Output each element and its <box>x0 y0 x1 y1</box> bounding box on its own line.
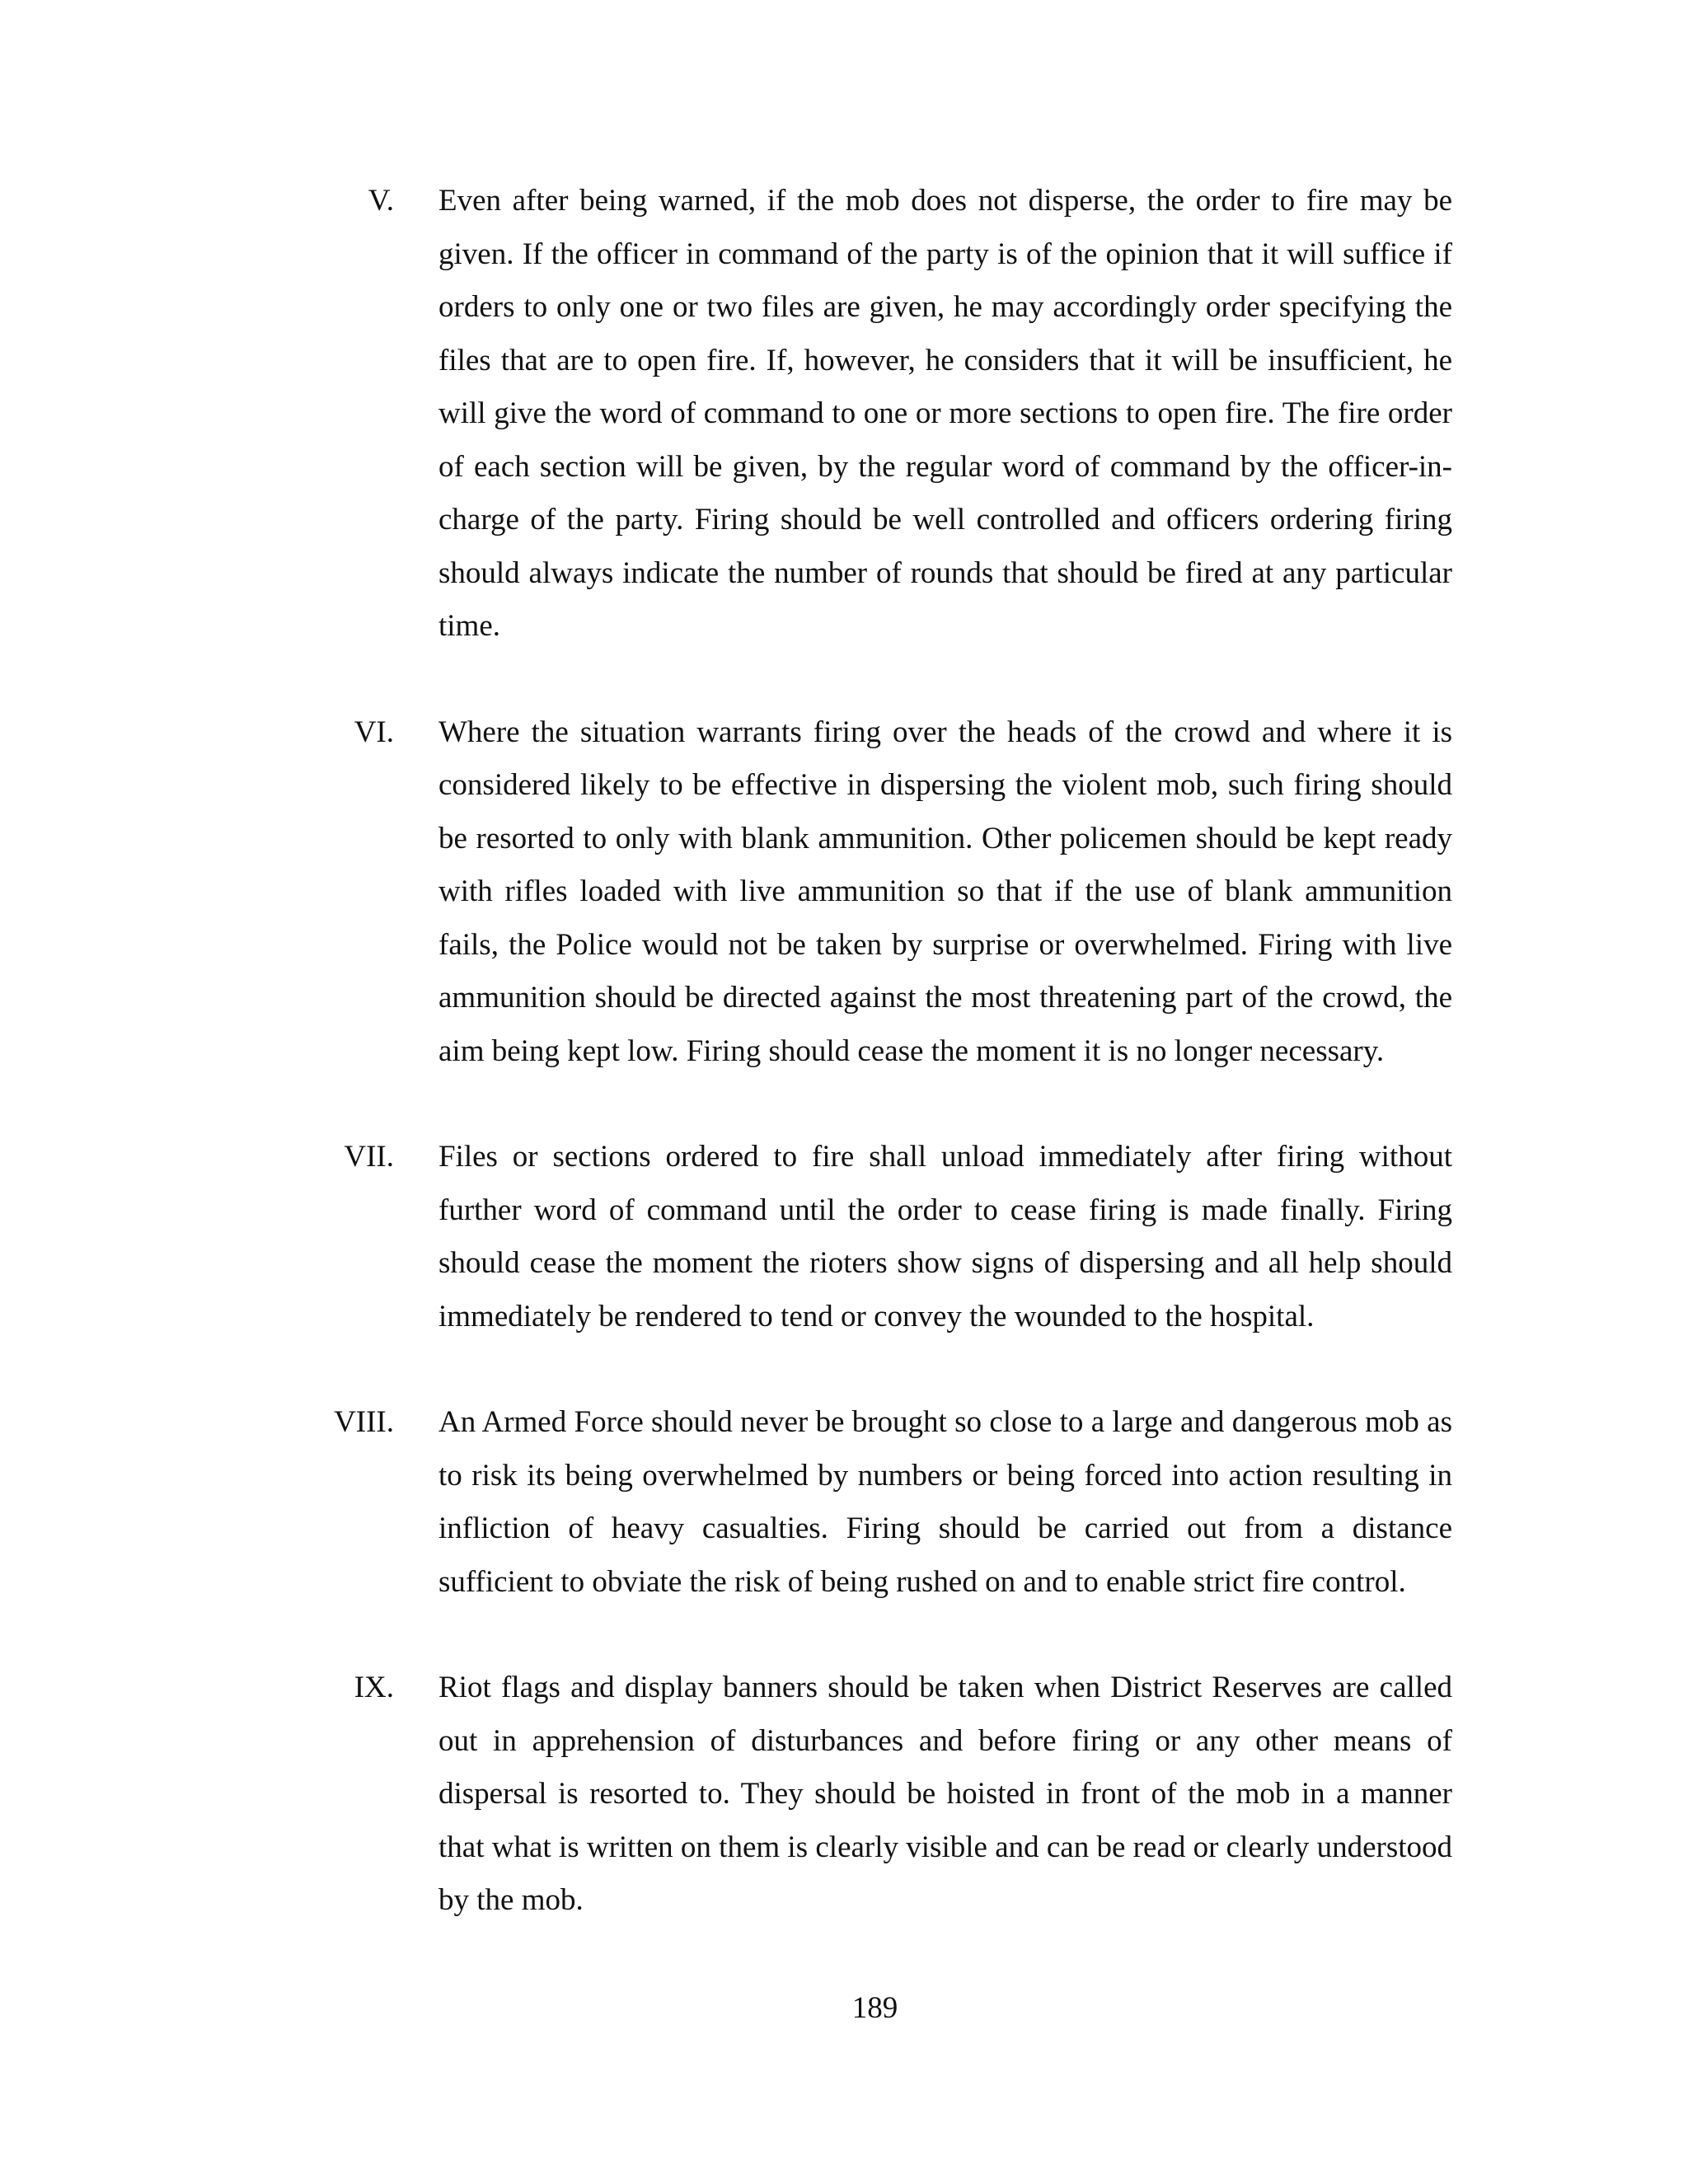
paragraph-text: Riot flags and display banners should be taken when District Reserves are called out in apprehension of disturbances and before firing or any other means of dispersal is resorted to. They should be hoisted in front of the mob in a manner that what is written on them is clearly visible and can be read or clearly understood by the mob. <box>438 1671 1452 1917</box>
paragraph-text: Where the situation warrants firing over the heads of the crowd and where it is considered likely to be effective in dispersing the violent mob, such firing should be resorted to only with blank ammunition. Other policemen should be kept ready with rifles loaded with live ammunition so that if the use of blank ammunition fails, the Police would not be taken by surprise or overwhelmed. Firing with live ammunition should be directed against the most threatening part of the crowd, the aim being kept low. Firing should cease the moment it is no longer necessary. <box>438 715 1452 1068</box>
paragraph-numeral: IX. <box>354 1671 394 1704</box>
paragraph-item-v <box>0 175 1688 654</box>
paragraph-item-viii <box>0 1396 1688 1609</box>
paragraph-numeral: VIII. <box>334 1405 394 1439</box>
paragraph-item-vi <box>0 706 1688 1079</box>
paragraph-numeral: VII. <box>344 1140 394 1174</box>
paragraph-item-ix <box>0 1661 1688 1928</box>
paragraph-numeral: V. <box>368 184 394 218</box>
paragraph-text: Even after being warned, if the mob does not disperse, the order to fire may be given. If the officer in command of the party is of the opinion that it will suffice if orders to only one or two files are given, he may accordingly order specifying the files that are to open fire. If, however, he considers that it will be insufficient, he will give the word of command to one or more sections to open fire. The fire order of each section will be given, by the regular word of command by the officer-in-charge of the party. Firing should be well controlled and officers ordering firing should always indicate the number of rounds that should be fired at any particular time. <box>438 184 1452 643</box>
paragraph-numeral: VI. <box>354 715 394 749</box>
numbered-paragraph-list <box>0 175 1688 1980</box>
paragraph-text: An Armed Force should never be brought so close to a large and dangerous mob as to risk its being overwhelmed by numbers or being forced into action resulting in infliction of heavy casualties. Firing should be carried out from a distance sufficient to obviate the risk of being rushed on and to enable strict fire control. <box>438 1405 1452 1599</box>
paragraph-text: Files or sections ordered to fire shall unload immediately after firing without further word of command until the order to cease firing is made finally. Firing should cease the moment the rioters show signs of dispersing and all help should immediately be rendered to tend or convey the wounded to the hospital. <box>438 1140 1452 1333</box>
paragraph-item-vii <box>0 1131 1688 1343</box>
page-number: 189 <box>851 1991 898 2025</box>
